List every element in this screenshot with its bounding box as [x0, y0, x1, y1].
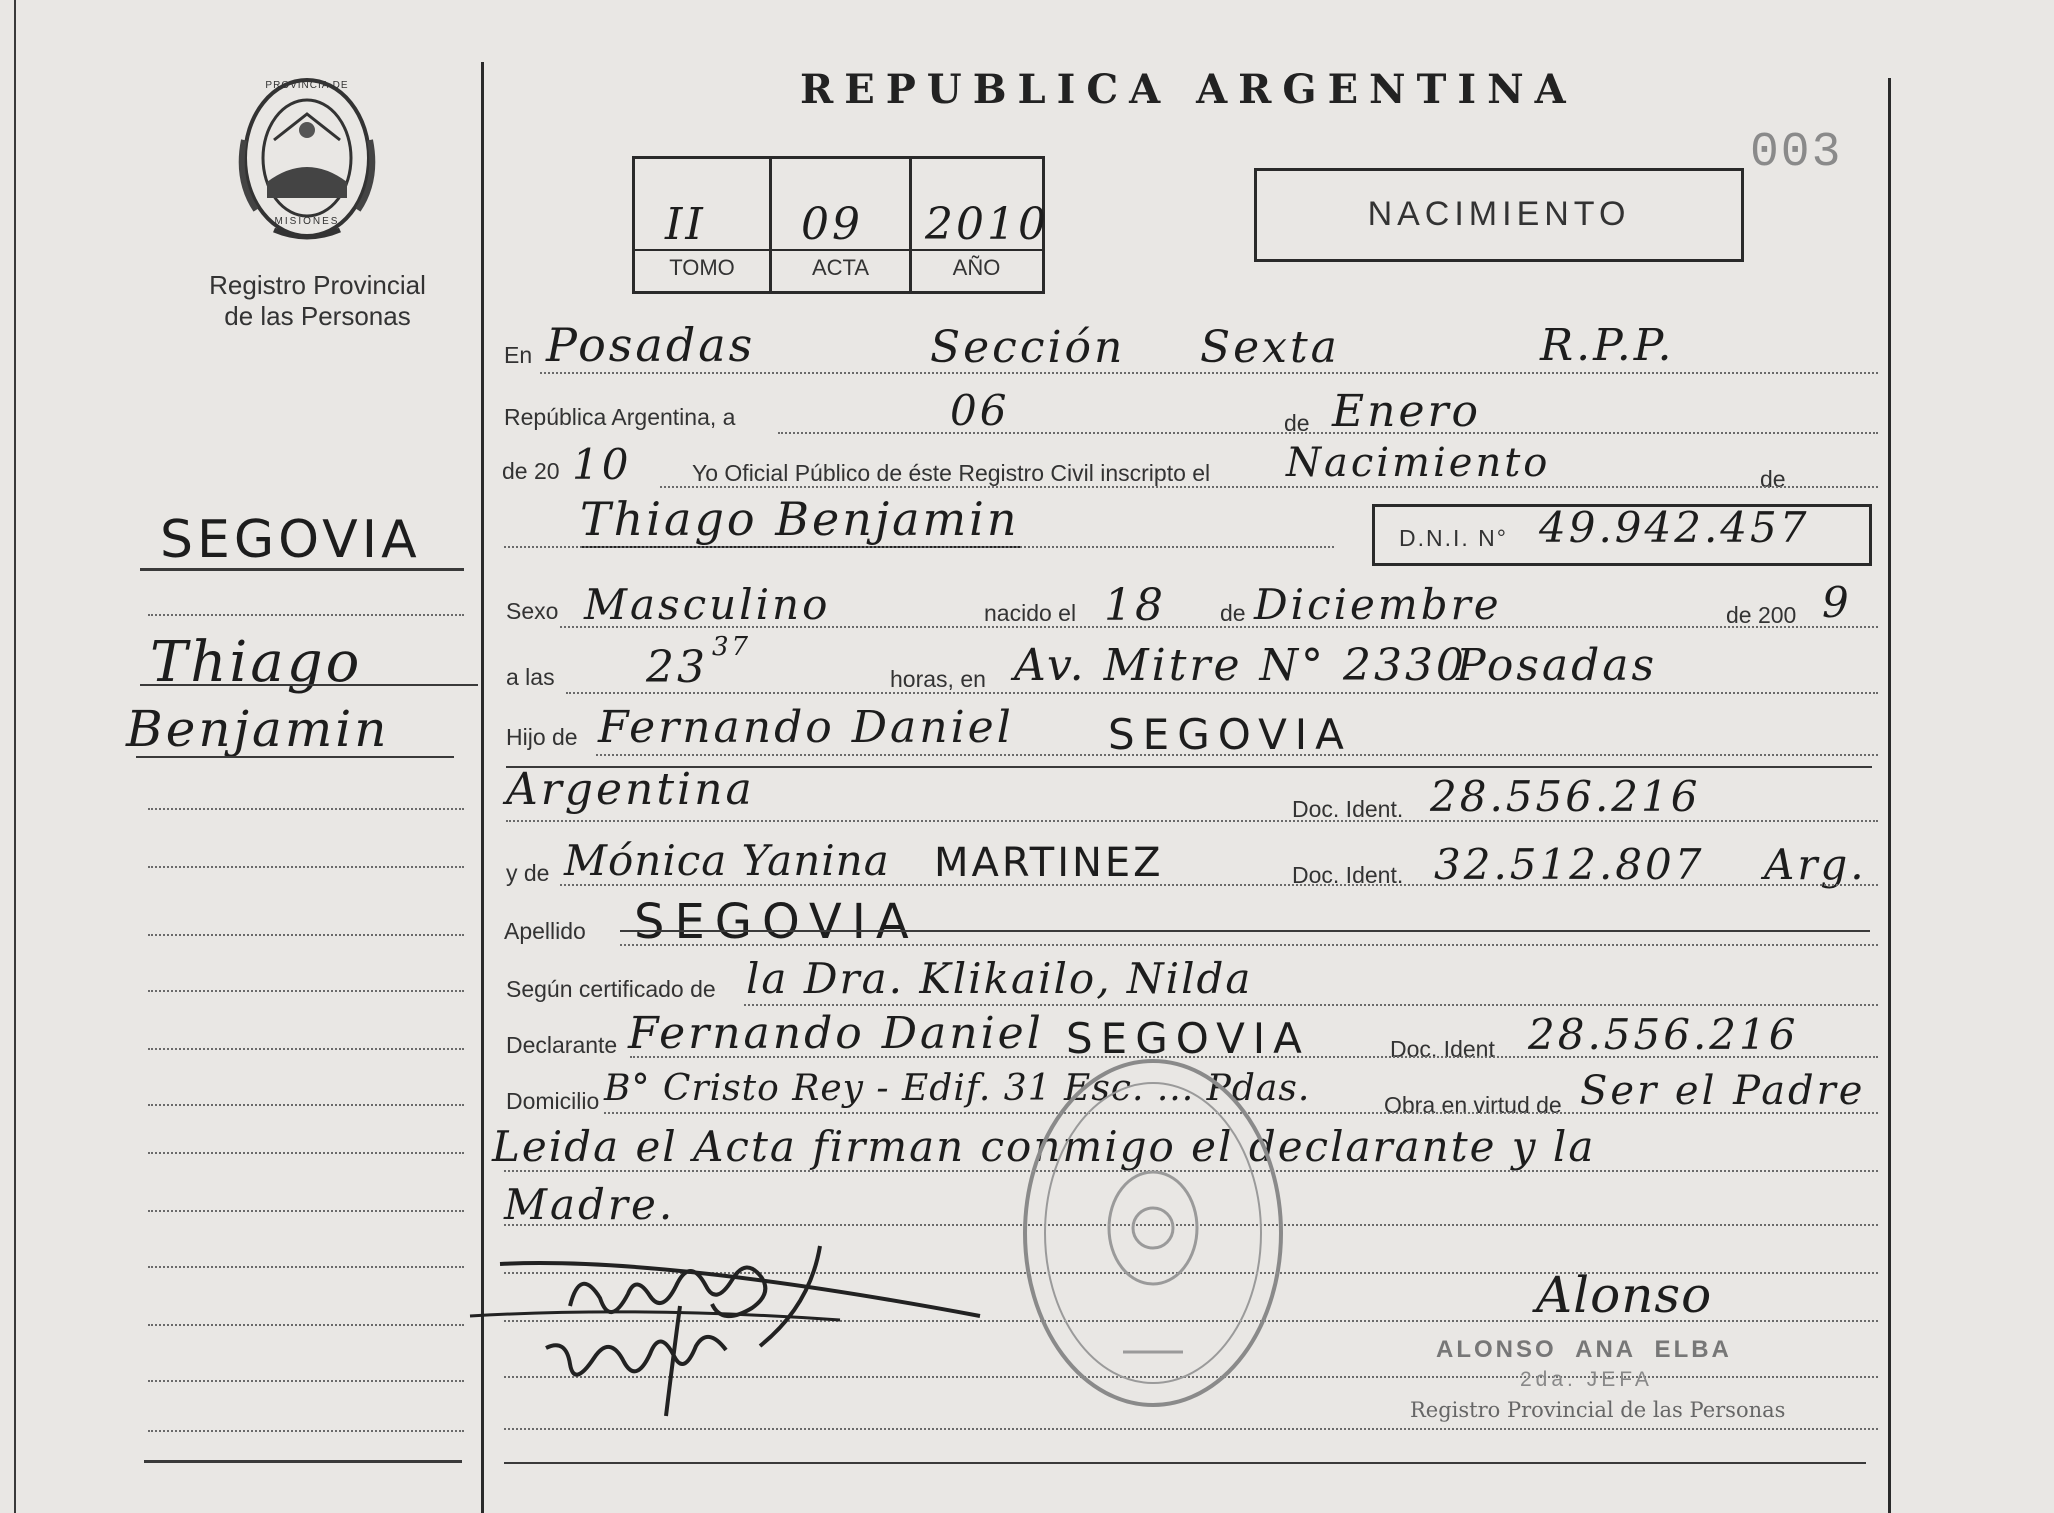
obra-value: Ser el Padre	[1580, 1068, 1866, 1114]
free-text-line1: Leida el Acta firman conmigo el declarante y la	[492, 1122, 1596, 1171]
seal-top-text: PROVINCIA DE	[265, 80, 349, 91]
republica-label: República Argentina, a	[504, 404, 736, 430]
domicilio-value: B° Cristo Rey - Edif. 31 Esc. ... Pdas.	[604, 1068, 1311, 1109]
en-label: En	[504, 342, 533, 368]
anio-label: AÑO	[952, 255, 1001, 280]
declarante-surname-value: SEGOVIA	[1066, 1014, 1310, 1063]
minutes-value: 37	[712, 632, 752, 662]
margin-rule	[140, 568, 464, 571]
sexo-value: Masculino	[584, 580, 831, 629]
de200-label: de 200	[1726, 602, 1797, 628]
margin-dots	[148, 1210, 464, 1212]
form-line	[620, 944, 1878, 946]
form-bottom-rule	[504, 1462, 1866, 1464]
mother-surname-value: MARTINEZ	[934, 840, 1164, 886]
official-name: ALONSO ANA ELBA	[1436, 1336, 1732, 1363]
birth-year-value: 9	[1822, 578, 1852, 627]
margin-dots	[148, 1048, 464, 1050]
apellido-label: Apellido	[504, 918, 586, 944]
margin-dots	[148, 1152, 464, 1154]
domicilio-label: Domicilio	[506, 1088, 600, 1114]
declarante-doc-value: 28.556.216	[1528, 1010, 1799, 1059]
de-label: de	[1220, 600, 1246, 626]
doc-label: Doc. Ident.	[1292, 796, 1404, 822]
office-value: R.P.P.	[1540, 320, 1675, 371]
dni-label: D.N.I. N°	[1399, 525, 1508, 551]
margin-surname: SEGOVIA	[160, 510, 421, 570]
tomo-label: TOMO	[669, 255, 735, 280]
margin-given1: Thiago	[150, 630, 363, 695]
form-line	[540, 372, 1878, 374]
act-type-box	[1254, 168, 1744, 262]
form-line	[744, 1004, 1878, 1006]
birth-day-value: 18	[1104, 580, 1166, 631]
registry-stamp	[1018, 1052, 1288, 1414]
acta-label: ACTA	[811, 255, 870, 280]
margin-dots	[148, 1430, 464, 1432]
act-word-value: Nacimiento	[1286, 440, 1551, 486]
de-label: de	[1760, 466, 1786, 492]
father-surname-value: SEGOVIA	[1108, 710, 1352, 759]
form-line	[660, 486, 1878, 488]
margin-rule	[140, 684, 478, 686]
form-line	[778, 432, 1878, 434]
act-type-label: NACIMIENTO	[1367, 195, 1631, 233]
official-office: Registro Provincial de las Personas	[1410, 1398, 1786, 1422]
declarante-name-value: Fernando Daniel	[628, 1008, 1044, 1059]
margin-dots	[148, 1380, 464, 1382]
acta-value: 09	[801, 199, 863, 250]
horas-label: horas, en	[890, 666, 986, 692]
registry-name-line2: de las Personas	[224, 301, 411, 331]
year-suffix-value: 10	[572, 440, 632, 489]
form-rule	[620, 930, 1870, 932]
right-border-rule	[1888, 78, 1891, 1513]
father-nationality-value: Argentina	[506, 764, 755, 815]
dni-value: 49.942.457	[1539, 503, 1810, 552]
cert-label: Según certificado de	[506, 976, 716, 1002]
declarante-label: Declarante	[506, 1032, 618, 1058]
alas-label: a las	[506, 664, 555, 690]
reference-box	[632, 156, 1049, 294]
margin-dots	[148, 1324, 464, 1326]
form-line	[560, 884, 1878, 886]
margin-dots	[148, 1104, 464, 1106]
form-line	[596, 754, 1878, 756]
dni-box	[1372, 504, 1872, 566]
margin-dots	[148, 1266, 464, 1268]
month-value: Enero	[1332, 386, 1482, 437]
margin-rule	[136, 756, 454, 758]
sexo-label: Sexo	[506, 598, 559, 624]
form-line	[566, 692, 1878, 694]
doc-label: Doc. Ident.	[1292, 862, 1404, 888]
margin-dots	[148, 866, 464, 868]
anio-value: 2010	[925, 199, 1049, 250]
hour-value: 23	[646, 642, 708, 693]
oficial-label: Yo Oficial Público de éste Registro Civil inscripto el	[692, 460, 1211, 486]
official-role: 2da. JEFA	[1520, 1368, 1653, 1391]
tomo-value: II	[665, 199, 706, 250]
apellido-value: SEGOVIA	[634, 894, 919, 950]
section-num-value: Sexta	[1200, 322, 1340, 373]
birth-place-value: Av. Mitre N° 2330	[1014, 640, 1467, 691]
hijo-label: Hijo de	[506, 724, 578, 750]
child-name-value: Thiago Benjamin	[580, 492, 1020, 546]
form-line	[560, 626, 1878, 628]
margin-dots	[148, 808, 464, 810]
birth-city-value: Posadas	[1456, 640, 1658, 691]
day-value: 06	[950, 386, 1010, 435]
father-doc-value: 28.556.216	[1430, 772, 1701, 821]
official-signature: Alonso	[1536, 1266, 1713, 1324]
mother-name-value: Mónica Yanina	[564, 836, 890, 885]
de-label: de	[1284, 410, 1310, 436]
yde-label: y de	[506, 860, 550, 886]
folio-number: 003	[1750, 126, 1843, 180]
declarant-signatures	[460, 1236, 1000, 1426]
margin-dots	[148, 934, 464, 936]
margin-given2: Benjamin	[126, 700, 390, 758]
section-value: Sección	[930, 322, 1126, 373]
father-name-value: Fernando Daniel	[598, 702, 1014, 753]
de20-label: de 20	[502, 458, 560, 484]
country-title: REPUBLICA ARGENTINA	[800, 66, 1577, 113]
form-line	[504, 546, 1334, 548]
obra-label: Obra en virtud de	[1384, 1092, 1562, 1118]
margin-bottom-rule	[144, 1460, 462, 1463]
cert-value: la Dra. Klikailo, Nilda	[746, 954, 1253, 1003]
margin-dots	[148, 614, 464, 616]
nacido-label: nacido el	[984, 600, 1077, 626]
margin-dots	[148, 990, 464, 992]
form-line	[504, 1428, 1878, 1430]
doc-label: Doc. Ident	[1390, 1036, 1495, 1062]
registry-name-line1: Registro Provincial	[209, 270, 426, 300]
form-line	[506, 820, 1878, 822]
place-value: Posadas	[546, 318, 756, 372]
birth-month-value: Diciembre	[1254, 580, 1502, 629]
left-margin-rule	[14, 0, 16, 1513]
mother-nationality-value: Arg.	[1764, 840, 1867, 889]
seal-bottom-text: MISIONES	[274, 216, 340, 227]
mother-doc-value: 32.512.807	[1434, 840, 1705, 889]
free-text-line2: Madre.	[504, 1180, 676, 1229]
